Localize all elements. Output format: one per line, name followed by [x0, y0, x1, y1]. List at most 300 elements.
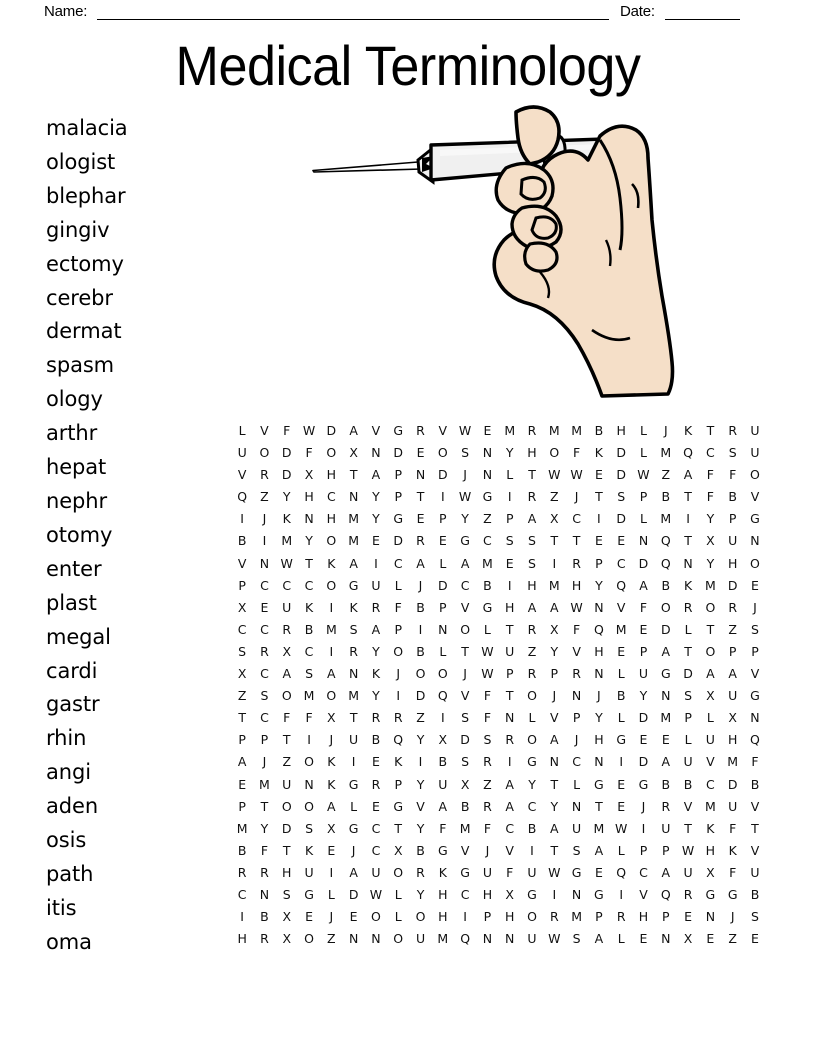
grid-cell[interactable]: C — [260, 621, 269, 637]
grid-cell[interactable]: A — [416, 555, 425, 571]
grid-cell[interactable]: I — [240, 511, 244, 527]
grid-cell[interactable]: Q — [437, 688, 448, 704]
grid-cell[interactable]: Y — [461, 511, 469, 527]
grid-cell[interactable]: D — [638, 555, 649, 571]
grid-cell[interactable]: W — [481, 666, 494, 682]
grid-cell[interactable]: A — [661, 864, 671, 880]
grid-cell[interactable]: N — [371, 445, 381, 461]
grid-cell[interactable]: S — [483, 732, 492, 748]
grid-cell[interactable]: P — [394, 776, 402, 792]
grid-cell[interactable]: B — [728, 489, 737, 505]
grid-cell[interactable]: H — [505, 909, 515, 925]
grid-cell[interactable]: Y — [416, 732, 425, 748]
grid-cell[interactable]: X — [282, 643, 292, 659]
grid-cell[interactable]: M — [548, 423, 560, 438]
grid-cell[interactable]: E — [751, 577, 759, 593]
grid-cell[interactable]: X — [550, 511, 559, 527]
grid-cell[interactable]: I — [329, 599, 334, 615]
grid-cell[interactable]: O — [326, 533, 337, 549]
grid-cell[interactable]: C — [460, 886, 470, 902]
grid-cell[interactable]: D — [438, 467, 448, 483]
grid-cell[interactable]: I — [619, 754, 624, 770]
grid-cell[interactable]: F — [706, 467, 714, 483]
grid-cell[interactable]: I — [351, 754, 356, 770]
grid-cell[interactable]: P — [394, 489, 402, 505]
grid-cell[interactable]: L — [238, 423, 246, 438]
grid-cell[interactable]: O — [326, 445, 337, 461]
grid-cell[interactable]: T — [550, 776, 559, 792]
grid-cell[interactable]: O — [304, 798, 314, 814]
grid-cell[interactable]: G — [393, 423, 404, 438]
grid-cell[interactable]: R — [416, 423, 425, 438]
grid-cell[interactable]: B — [416, 842, 425, 858]
grid-cell[interactable]: E — [661, 732, 670, 748]
grid-cell[interactable]: J — [574, 732, 579, 748]
grid-cell[interactable]: D — [281, 445, 292, 461]
grid-cell[interactable]: P — [572, 710, 581, 726]
grid-cell[interactable]: M — [704, 798, 716, 814]
grid-cell[interactable]: L — [573, 776, 581, 792]
grid-cell[interactable]: J — [597, 688, 601, 704]
grid-cell[interactable]: U — [527, 864, 537, 880]
grid-cell[interactable]: J — [552, 688, 557, 704]
grid-cell[interactable]: Q — [660, 886, 671, 902]
grid-cell[interactable]: A — [550, 599, 559, 615]
grid-cell[interactable]: V — [616, 599, 626, 615]
grid-cell[interactable]: F — [706, 489, 714, 505]
grid-cell[interactable]: V — [260, 423, 269, 438]
grid-cell[interactable]: M — [504, 423, 516, 438]
grid-cell[interactable]: Y — [260, 820, 269, 836]
grid-cell[interactable]: I — [686, 511, 690, 527]
grid-cell[interactable]: E — [706, 931, 715, 947]
grid-cell[interactable]: N — [750, 533, 760, 549]
grid-cell[interactable]: P — [505, 511, 514, 527]
grid-cell[interactable]: A — [460, 555, 470, 571]
grid-cell[interactable]: H — [727, 732, 738, 748]
grid-cell[interactable]: L — [506, 467, 514, 483]
grid-cell[interactable]: O — [437, 445, 448, 461]
grid-cell[interactable]: I — [463, 909, 467, 925]
grid-cell[interactable]: G — [750, 511, 760, 527]
grid-cell[interactable]: P — [394, 467, 402, 483]
grid-cell[interactable]: B — [438, 754, 448, 770]
grid-cell[interactable]: B — [750, 886, 760, 902]
grid-cell[interactable]: M — [348, 533, 360, 549]
grid-cell[interactable]: B — [416, 599, 425, 615]
grid-cell[interactable]: P — [439, 599, 447, 615]
grid-cell[interactable]: G — [393, 511, 404, 527]
grid-cell[interactable]: Z — [483, 511, 492, 527]
grid-cell[interactable]: S — [617, 489, 626, 505]
grid-cell[interactable]: E — [684, 909, 693, 925]
grid-cell[interactable]: T — [550, 842, 559, 858]
grid-cell[interactable]: W — [369, 886, 383, 902]
grid-cell[interactable]: E — [260, 599, 269, 615]
grid-cell[interactable]: L — [617, 710, 625, 726]
grid-cell[interactable]: V — [750, 489, 760, 505]
grid-cell[interactable]: U — [728, 798, 738, 814]
grid-cell[interactable]: B — [661, 776, 671, 792]
grid-cell[interactable]: R — [282, 621, 292, 637]
grid-cell[interactable]: K — [327, 754, 336, 770]
grid-cell[interactable]: L — [640, 423, 647, 438]
grid-cell[interactable]: F — [260, 842, 269, 858]
grid-cell[interactable]: Z — [416, 710, 425, 726]
grid-cell[interactable]: J — [262, 754, 267, 770]
grid-cell[interactable]: G — [727, 886, 738, 902]
grid-cell[interactable]: R — [728, 423, 738, 438]
grid-cell[interactable]: D — [616, 467, 627, 483]
grid-cell[interactable]: R — [349, 643, 358, 659]
grid-cell[interactable]: M — [303, 688, 315, 704]
grid-cell[interactable]: G — [437, 842, 448, 858]
grid-cell[interactable]: W — [570, 467, 583, 483]
grid-cell[interactable]: P — [684, 710, 692, 726]
grid-cell[interactable]: C — [304, 577, 314, 593]
grid-cell[interactable]: I — [262, 533, 267, 549]
grid-cell[interactable]: H — [594, 732, 604, 748]
grid-cell[interactable]: K — [594, 445, 603, 461]
grid-cell[interactable]: F — [283, 423, 291, 438]
grid-cell[interactable]: R — [683, 599, 693, 615]
grid-cell[interactable]: T — [349, 710, 358, 726]
grid-cell[interactable]: W — [458, 489, 472, 505]
grid-cell[interactable]: H — [326, 511, 337, 527]
grid-cell[interactable]: X — [282, 931, 292, 947]
grid-cell[interactable]: T — [751, 820, 759, 836]
grid-cell[interactable]: U — [750, 864, 760, 880]
grid-cell[interactable]: F — [573, 445, 581, 461]
grid-cell[interactable]: Z — [661, 467, 671, 483]
grid-cell[interactable]: O — [460, 621, 471, 637]
grid-cell[interactable]: F — [751, 754, 759, 770]
grid-cell[interactable]: E — [305, 909, 313, 925]
grid-cell[interactable]: T — [572, 533, 581, 549]
grid-cell[interactable]: R — [393, 710, 403, 726]
grid-cell[interactable]: N — [571, 886, 582, 902]
grid-cell[interactable]: J — [329, 732, 334, 748]
grid-cell[interactable]: T — [416, 489, 425, 505]
grid-cell[interactable]: Z — [260, 489, 269, 505]
grid-cell[interactable]: T — [528, 467, 536, 483]
grid-cell[interactable]: N — [259, 555, 270, 571]
grid-cell[interactable]: T — [684, 643, 692, 659]
grid-cell[interactable]: S — [684, 688, 693, 704]
grid-cell[interactable]: T — [684, 489, 692, 505]
grid-cell[interactable]: Y — [706, 511, 715, 527]
grid-cell[interactable]: M — [660, 445, 672, 461]
grid-cell[interactable]: P — [639, 489, 648, 505]
grid-cell[interactable]: I — [440, 710, 445, 726]
grid-cell[interactable]: A — [371, 467, 381, 483]
grid-cell[interactable]: M — [281, 533, 293, 549]
grid-cell[interactable]: A — [550, 732, 559, 748]
grid-cell[interactable]: P — [639, 842, 648, 858]
grid-cell[interactable]: E — [617, 533, 626, 549]
grid-cell[interactable]: O — [527, 688, 537, 704]
grid-cell[interactable]: E — [349, 909, 358, 925]
grid-cell[interactable]: H — [326, 467, 337, 483]
grid-cell[interactable]: R — [527, 423, 537, 438]
grid-cell[interactable]: R — [728, 599, 738, 615]
grid-cell[interactable]: W — [458, 423, 472, 438]
grid-cell[interactable]: N — [348, 489, 359, 505]
grid-cell[interactable]: N — [638, 533, 649, 549]
grid-cell[interactable]: R — [616, 909, 626, 925]
grid-cell[interactable]: A — [594, 931, 604, 947]
grid-cell[interactable]: I — [619, 886, 624, 902]
grid-cell[interactable]: X — [438, 732, 448, 748]
grid-cell[interactable]: H — [571, 577, 582, 593]
grid-cell[interactable]: S — [305, 820, 313, 836]
grid-cell[interactable]: O — [326, 688, 337, 704]
grid-cell[interactable]: O — [705, 599, 716, 615]
grid-cell[interactable]: U — [482, 864, 492, 880]
grid-cell[interactable]: M — [615, 621, 627, 637]
grid-cell[interactable]: H — [304, 489, 314, 505]
grid-cell[interactable]: A — [327, 666, 336, 682]
grid-cell[interactable]: K — [683, 577, 693, 593]
grid-cell[interactable]: O — [660, 599, 671, 615]
grid-cell[interactable]: X — [237, 599, 247, 615]
grid-cell[interactable]: R — [416, 864, 425, 880]
grid-cell[interactable]: T — [505, 688, 514, 704]
grid-cell[interactable]: E — [505, 555, 514, 571]
grid-cell[interactable]: J — [463, 666, 467, 682]
grid-cell[interactable]: B — [750, 776, 760, 792]
grid-cell[interactable]: B — [371, 732, 381, 748]
grid-cell[interactable]: M — [660, 511, 672, 527]
grid-cell[interactable]: L — [394, 577, 402, 593]
grid-cell[interactable]: N — [438, 621, 448, 637]
grid-cell[interactable]: K — [394, 754, 403, 770]
grid-cell[interactable]: D — [393, 533, 404, 549]
grid-cell[interactable]: C — [326, 489, 336, 505]
grid-cell[interactable]: G — [638, 776, 649, 792]
grid-cell[interactable]: C — [371, 842, 381, 858]
grid-cell[interactable]: D — [727, 577, 738, 593]
grid-cell[interactable]: X — [460, 776, 470, 792]
grid-cell[interactable]: C — [706, 445, 715, 461]
grid-cell[interactable]: T — [238, 710, 246, 726]
grid-cell[interactable]: F — [729, 467, 737, 483]
grid-cell[interactable]: D — [616, 511, 627, 527]
grid-cell[interactable]: I — [552, 555, 557, 571]
grid-cell[interactable]: Y — [550, 798, 559, 814]
grid-cell[interactable]: A — [527, 599, 537, 615]
grid-cell[interactable]: K — [371, 666, 381, 682]
grid-cell[interactable]: I — [329, 864, 334, 880]
grid-cell[interactable]: D — [660, 621, 671, 637]
grid-cell[interactable]: N — [571, 688, 582, 704]
grid-cell[interactable]: M — [348, 688, 360, 704]
grid-cell[interactable]: A — [594, 842, 604, 858]
grid-cell[interactable]: G — [594, 776, 604, 792]
grid-cell[interactable]: O — [371, 909, 381, 925]
grid-cell[interactable]: B — [594, 423, 604, 438]
grid-cell[interactable]: Z — [483, 776, 492, 792]
grid-cell[interactable]: M — [571, 909, 582, 925]
grid-cell[interactable]: A — [661, 754, 671, 770]
grid-cell[interactable]: C — [572, 754, 581, 770]
grid-cell[interactable]: P — [439, 511, 447, 527]
grid-cell[interactable]: F — [305, 710, 313, 726]
grid-cell[interactable]: W — [615, 820, 628, 836]
grid-cell[interactable]: S — [751, 909, 759, 925]
grid-cell[interactable]: R — [572, 666, 581, 682]
grid-cell[interactable]: C — [483, 533, 492, 549]
grid-cell[interactable]: M — [571, 423, 582, 438]
grid-cell[interactable]: R — [483, 754, 492, 770]
grid-cell[interactable]: E — [594, 533, 603, 549]
grid-cell[interactable]: A — [349, 423, 358, 438]
grid-cell[interactable]: I — [530, 842, 534, 858]
grid-cell[interactable]: H — [527, 577, 537, 593]
grid-cell[interactable]: S — [751, 621, 759, 637]
grid-cell[interactable]: O — [326, 577, 337, 593]
grid-cell[interactable]: B — [661, 489, 671, 505]
grid-cell[interactable]: P — [728, 511, 737, 527]
grid-cell[interactable]: E — [483, 423, 492, 438]
grid-cell[interactable]: B — [661, 577, 671, 593]
grid-cell[interactable]: W — [548, 931, 561, 947]
grid-cell[interactable]: U — [438, 776, 448, 792]
grid-cell[interactable]: G — [348, 820, 359, 836]
grid-cell[interactable]: G — [348, 577, 359, 593]
grid-cell[interactable]: H — [482, 886, 493, 902]
grid-cell[interactable]: E — [416, 445, 425, 461]
grid-cell[interactable]: E — [617, 776, 626, 792]
grid-cell[interactable]: O — [415, 909, 426, 925]
grid-cell[interactable]: L — [439, 643, 447, 659]
grid-cell[interactable]: M — [348, 511, 360, 527]
grid-cell[interactable]: X — [706, 864, 715, 880]
grid-cell[interactable]: Q — [750, 732, 760, 748]
grid-cell[interactable]: T — [505, 621, 514, 637]
grid-cell[interactable]: A — [683, 467, 693, 483]
grid-cell[interactable]: E — [416, 511, 425, 527]
grid-cell[interactable]: T — [595, 798, 603, 814]
grid-cell[interactable]: X — [706, 533, 715, 549]
grid-cell[interactable]: L — [684, 621, 692, 637]
grid-cell[interactable]: T — [684, 533, 692, 549]
grid-cell[interactable]: L — [640, 511, 647, 527]
grid-cell[interactable]: N — [549, 754, 559, 770]
grid-cell[interactable]: K — [304, 842, 314, 858]
grid-cell[interactable]: Y — [305, 533, 313, 549]
grid-cell[interactable]: N — [594, 754, 604, 770]
grid-cell[interactable]: Y — [416, 886, 425, 902]
grid-cell[interactable]: U — [304, 864, 314, 880]
grid-cell[interactable]: S — [282, 886, 291, 902]
grid-cell[interactable]: F — [283, 710, 291, 726]
grid-cell[interactable]: M — [593, 820, 605, 836]
grid-cell[interactable]: S — [528, 555, 536, 571]
grid-cell[interactable]: T — [461, 643, 469, 659]
grid-cell[interactable]: I — [507, 489, 512, 505]
grid-cell[interactable]: I — [507, 754, 512, 770]
grid-cell[interactable]: S — [349, 621, 358, 637]
grid-cell[interactable]: H — [438, 909, 448, 925]
grid-cell[interactable]: D — [683, 666, 693, 682]
grid-cell[interactable]: L — [617, 842, 625, 858]
grid-cell[interactable]: N — [482, 467, 493, 483]
grid-cell[interactable]: D — [348, 886, 359, 902]
grid-cell[interactable]: J — [463, 467, 467, 483]
grid-cell[interactable]: E — [751, 931, 759, 947]
grid-cell[interactable]: O — [393, 931, 404, 947]
grid-cell[interactable]: I — [329, 643, 334, 659]
grid-cell[interactable]: N — [371, 931, 381, 947]
grid-cell[interactable]: O — [259, 445, 270, 461]
grid-cell[interactable]: G — [571, 864, 582, 880]
grid-cell[interactable]: P — [238, 577, 246, 593]
grid-cell[interactable]: Y — [505, 445, 514, 461]
grid-cell[interactable]: O — [281, 688, 292, 704]
grid-cell[interactable]: R — [371, 776, 381, 792]
grid-cell[interactable]: A — [438, 798, 448, 814]
grid-cell[interactable]: U — [415, 931, 426, 947]
grid-cell[interactable]: X — [282, 909, 292, 925]
grid-cell[interactable]: C — [237, 621, 247, 637]
grid-cell[interactable]: X — [327, 820, 336, 836]
grid-cell[interactable]: J — [641, 798, 646, 814]
grid-cell[interactable]: Q — [683, 445, 693, 461]
grid-cell[interactable]: R — [260, 864, 269, 880]
grid-cell[interactable]: V — [572, 643, 581, 659]
grid-cell[interactable]: O — [437, 666, 448, 682]
grid-cell[interactable]: I — [641, 820, 646, 836]
grid-cell[interactable]: U — [237, 445, 247, 461]
grid-cell[interactable]: B — [304, 621, 314, 637]
grid-cell[interactable]: I — [307, 732, 311, 748]
grid-cell[interactable]: A — [505, 776, 514, 792]
grid-cell[interactable]: N — [505, 710, 515, 726]
grid-cell[interactable]: A — [327, 798, 336, 814]
grid-cell[interactable]: V — [371, 423, 381, 438]
grid-cell[interactable]: V — [706, 754, 715, 770]
grid-cell[interactable]: R — [527, 666, 537, 682]
grid-cell[interactable]: Y — [706, 555, 715, 571]
grid-cell[interactable]: B — [237, 842, 247, 858]
grid-cell[interactable]: D — [460, 732, 470, 748]
grid-cell[interactable]: E — [371, 798, 380, 814]
grid-cell[interactable]: N — [661, 688, 671, 704]
grid-cell[interactable]: Y — [416, 820, 425, 836]
grid-cell[interactable]: G — [705, 886, 716, 902]
grid-cell[interactable]: X — [327, 710, 336, 726]
grid-cell[interactable]: J — [574, 489, 579, 505]
grid-cell[interactable]: N — [683, 555, 693, 571]
grid-cell[interactable]: G — [660, 666, 671, 682]
grid-cell[interactable]: N — [571, 798, 582, 814]
grid-cell[interactable]: D — [326, 423, 337, 438]
grid-cell[interactable]: H — [616, 423, 626, 438]
grid-cell[interactable]: V — [460, 842, 470, 858]
grid-cell[interactable]: Y — [550, 643, 559, 659]
grid-cell[interactable]: D — [638, 710, 649, 726]
grid-cell[interactable]: K — [349, 599, 358, 615]
grid-cell[interactable]: H — [505, 599, 515, 615]
grid-cell[interactable]: U — [527, 931, 537, 947]
grid-cell[interactable]: M — [437, 931, 449, 947]
grid-cell[interactable]: C — [260, 666, 269, 682]
grid-cell[interactable]: K — [683, 423, 693, 438]
grid-cell[interactable]: C — [460, 577, 470, 593]
grid-cell[interactable]: U — [282, 776, 292, 792]
grid-cell[interactable]: C — [393, 555, 403, 571]
